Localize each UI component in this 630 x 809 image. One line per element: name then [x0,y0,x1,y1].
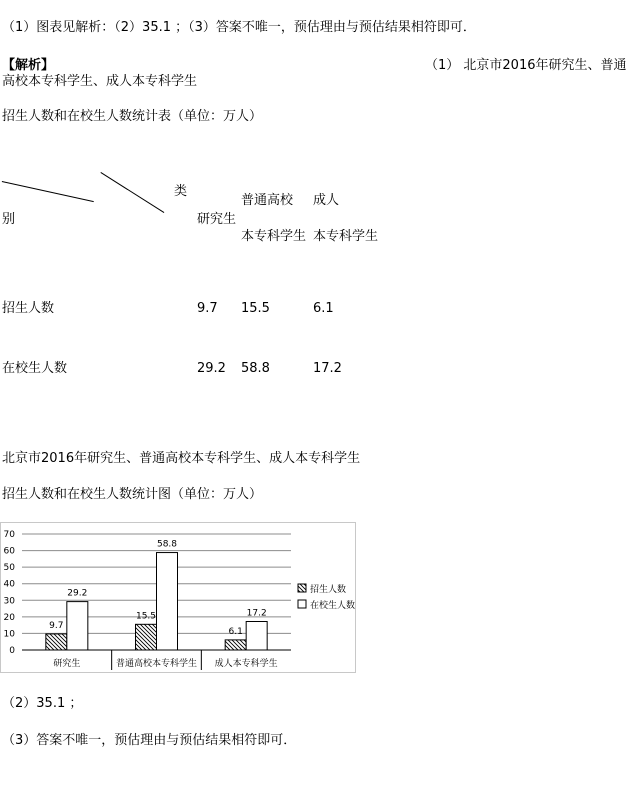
y-tick-label: 40 [3,579,15,590]
cell-enrolled-graduate: 29.2 [197,361,226,376]
analysis-label: 【解析】 [2,58,55,73]
header-diagonal-1 [2,181,94,202]
data-label: 17.2 [246,608,267,619]
part1-continuation: 高校本专科学生、成人本专科学生 [2,74,198,89]
y-tick-label: 20 [3,612,15,623]
y-tick-label: 70 [3,530,15,540]
col-header-adult-line1: 成人 [313,193,340,208]
chart-frame [1,523,356,673]
y-tick-label: 50 [3,563,15,574]
data-label: 9.7 [49,620,64,631]
table-title: 招生人数和在校生人数统计表（单位：万人） [2,109,263,124]
legend-label: 招生人数 [310,585,347,595]
cell-enrollment-regular: 15.5 [241,301,270,316]
part1-prefix: （1） 北京市2016年研究生、普通 [425,58,627,73]
bar-enrolled [246,621,267,650]
bar-enrolled [67,602,88,650]
answer-part2: （2）35.1 ； [2,696,83,711]
legend-swatch [298,600,306,608]
row-label-enrollment: 招生人数 [2,301,55,316]
data-label: 6.1 [228,626,243,637]
cell-enrollment-adult: 6.1 [313,301,334,316]
table-corner-bottom: 别 [2,212,16,227]
y-tick-label: 30 [3,596,15,607]
header-diagonal-2 [100,172,164,213]
x-tick-label: 普通高校本专科学生 [115,659,198,669]
data-label: 29.2 [67,588,88,599]
legend-swatch [298,584,306,592]
data-label: 58.8 [156,539,178,550]
table-corner-top: 类 [174,184,188,199]
chart-caption-line1: 北京市2016年研究生、普通高校本专科学生、成人本专科学生 [2,451,361,466]
y-tick-label: 60 [3,546,15,557]
answer-summary: （1）图表见解析：（2）35.1 ；（3）答案不唯一，预估理由与预估结果相符即可． [2,20,476,35]
bar-enrollment [136,624,157,650]
x-tick-label: 研究生 [53,659,81,669]
cell-enrollment-graduate: 9.7 [197,301,218,316]
cell-enrolled-adult: 17.2 [313,361,342,376]
cell-enrolled-regular: 58.8 [241,361,270,376]
bar-enrollment [225,640,246,650]
data-label: 15.5 [135,611,157,622]
col-header-graduate: 研究生 [197,212,237,227]
col-header-regular-line1: 普通高校 [241,193,294,208]
chart-caption-line2: 招生人数和在校生人数统计图（单位：万人） [2,487,263,502]
legend-label: 在校生人数 [310,601,356,611]
bar-enrolled [157,553,178,650]
x-tick-label: 成人本专科学生 [214,659,278,669]
y-tick-label: 10 [3,629,15,640]
y-tick-label: 0 [9,646,15,656]
col-header-adult-line2: 本专科学生 [313,229,379,244]
answer-part3: （3）答案不唯一，预估理由与预估结果相符即可． [2,733,297,748]
col-header-regular-line2: 本专科学生 [241,229,307,244]
row-label-enrolled: 在校生人数 [2,361,68,376]
bar-enrollment [46,634,67,650]
